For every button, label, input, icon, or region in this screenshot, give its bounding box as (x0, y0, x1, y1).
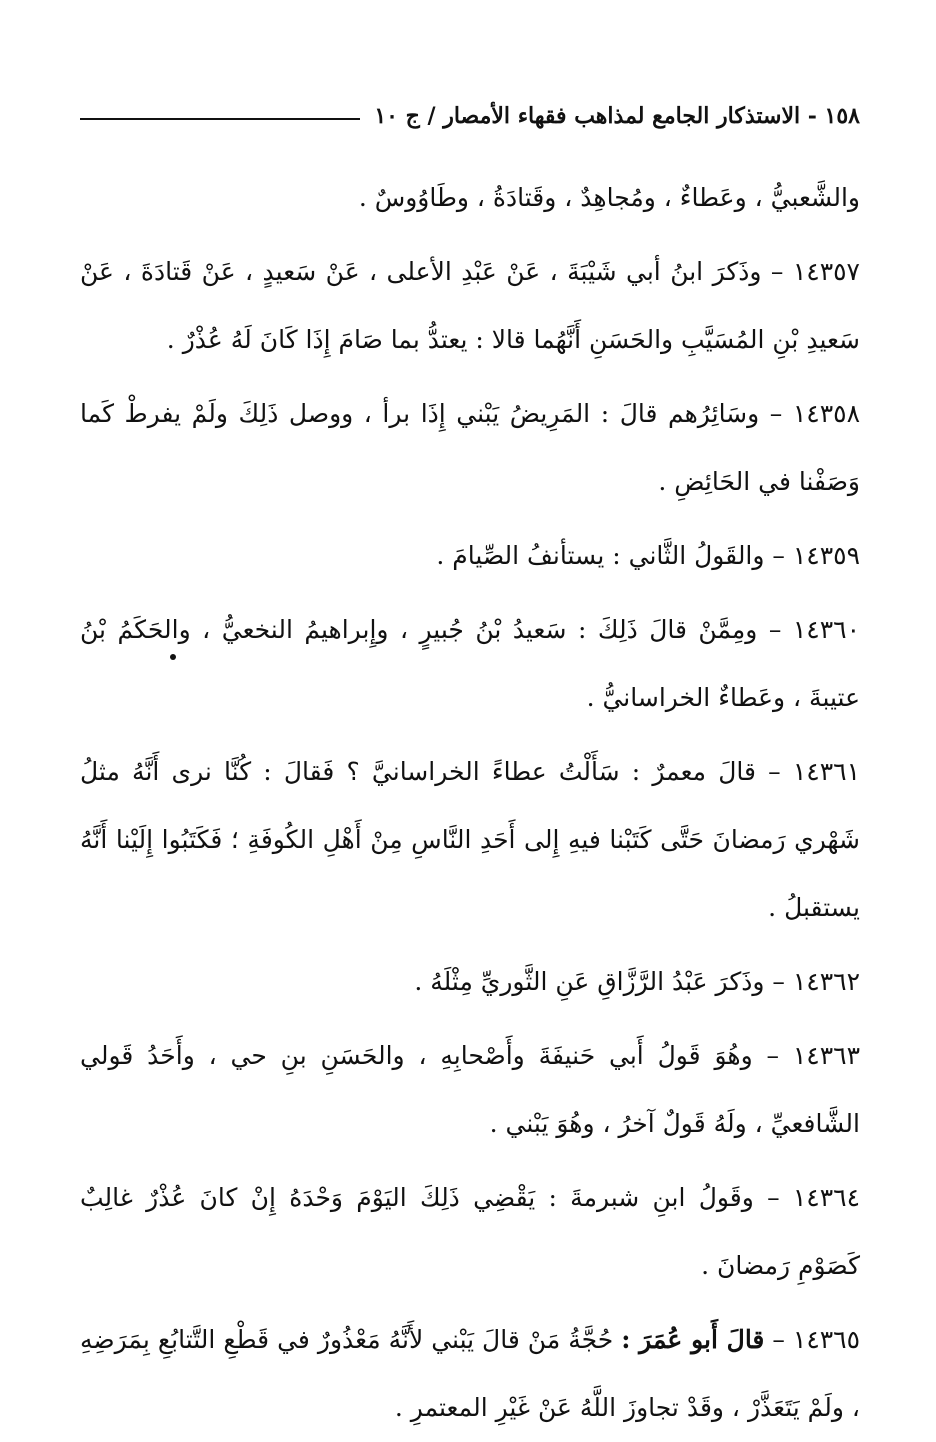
speaker-lead: قالَ أَبو عُمَرَ : (621, 1325, 765, 1354)
paragraph-text: وقَولُ ابنِ شبرمةَ : يَقْضِي ذَلِكَ اليَوْمَ وَحْدَهُ إِنْ كانَ عُذْرٌ غالِبٌ كَصَوْمِ رَمضانَ . (80, 1183, 860, 1280)
paragraph-number: ١٤٣٦٤ – (767, 1183, 861, 1212)
paragraph-14358 (80, 380, 860, 516)
paragraph-text: والقَولُ الثَّاني : يستأنفُ الصِّيامَ . (436, 541, 765, 570)
paragraph-number: ١٤٣٥٩ – (772, 541, 860, 570)
paragraph-number: ١٤٣٦١ – (768, 757, 860, 786)
book-page (80, 96, 861, 1422)
paragraph-number: ١٤٣٦٥ – (772, 1325, 861, 1354)
ink-dot-mark (170, 654, 176, 660)
paragraph-text: قالَ معمرٌ : سَأَلْتُ عطاءً الخراسانيَّ ؟ فَقالَ : كُنَّا نرى أَنَّهُ مثلُ شَهْري رَمضانَ حَتَّى كَتَبْنا فيهِ إِلى أَحَدِ النَّاسِ مِنْ أَهْلِ الكُوفَةِ ؛ فَكَتَبُوا إِلَيْنا أَنَّهُ يستقبلُ . (80, 757, 860, 922)
paragraph-text: حُجَّةُ مَنْ قالَ يَبْني لأَنَّهُ مَعْذُورٌ في قَطْعِ التَّتابُعِ بِمَرَضِهِ ، ولَمْ يَتَعَذَّرْ ، وقَدْ تجاوزَ اللَّهُ عَنْ غَيْرِ المعتمرِ . (80, 1325, 860, 1422)
page-header (80, 96, 860, 136)
paragraph-text: ومِمَّنْ قالَ ذَلِكَ : سَعيدُ بْنُ جُبيرٍ ، وإِبراهيمُ النخعيُّ ، والحَكَمُ بْنُ عتيبةَ ، وعَطاءٌ الخراسانيُّ . (80, 615, 860, 712)
paragraph-text: وهُوَ قَولُ أَبي حَنيفَةَ وأَصْحابِهِ ، والحَسَنِ بنِ حي ، وأَحَدُ قَولي الشَّافعيِّ ، ولَهُ قَولٌ آخرُ ، وهُوَ يَبْني . (80, 1041, 860, 1138)
paragraph-14360 (80, 596, 860, 732)
paragraph-text: وسَائِرُهم قالَ : المَرِيضُ يَبْني إِذَا برأ ، ووصل ذَلِكَ ولَمْ يفرطْ كَما وَصَفْنا في الحَائِضِ . (80, 399, 860, 496)
paragraph-text: وذَكرَ ابنُ أبي شَيْبَةَ ، عَنْ عَبْدِ الأعلى ، عَنْ سَعيدٍ ، عَنْ قَتادَةَ ، عَنْ سَعيدِ بْنِ المُسَيَّبِ والحَسَنِ أَنَّهُما قالا : يعتدُّ بما صَامَ إِذَا كَانَ لَهُ عُذْرٌ . (80, 257, 860, 354)
paragraph-number: ١٤٣٥٨ – (769, 399, 860, 428)
paragraph-14357 (80, 238, 860, 374)
running-head: ١٥٨ - الاستذكار الجامع لمذاهب فقهاء الأمصار / ج ١٠ (374, 103, 860, 129)
paragraph-text: وذَكرَ عَبْدُ الرَّزَّاقِ عَنِ الثَّوريِّ مِثْلَهُ . (414, 967, 765, 996)
paragraph-14364 (80, 1164, 860, 1300)
paragraph-number: ١٤٣٦٣ – (766, 1041, 861, 1070)
paragraph-14365 (80, 1306, 860, 1442)
header-rule (80, 118, 360, 120)
paragraph-number: ١٤٣٦٠ – (768, 615, 861, 644)
paragraph-14362 (80, 948, 860, 1016)
paragraph-number: ١٤٣٦٢ – (772, 967, 860, 996)
paragraph-14359 (80, 522, 860, 590)
paragraph-continuation (80, 164, 860, 232)
paragraph-14361 (80, 738, 860, 942)
paragraph-number: ١٤٣٥٧ – (770, 257, 860, 286)
paragraph-14363 (80, 1022, 860, 1158)
paragraph-text: والشَّعبيُّ ، وعَطاءٌ ، ومُجاهِدٌ ، وقَتادَةُ ، وطَاوُوسٌ . (358, 183, 860, 212)
